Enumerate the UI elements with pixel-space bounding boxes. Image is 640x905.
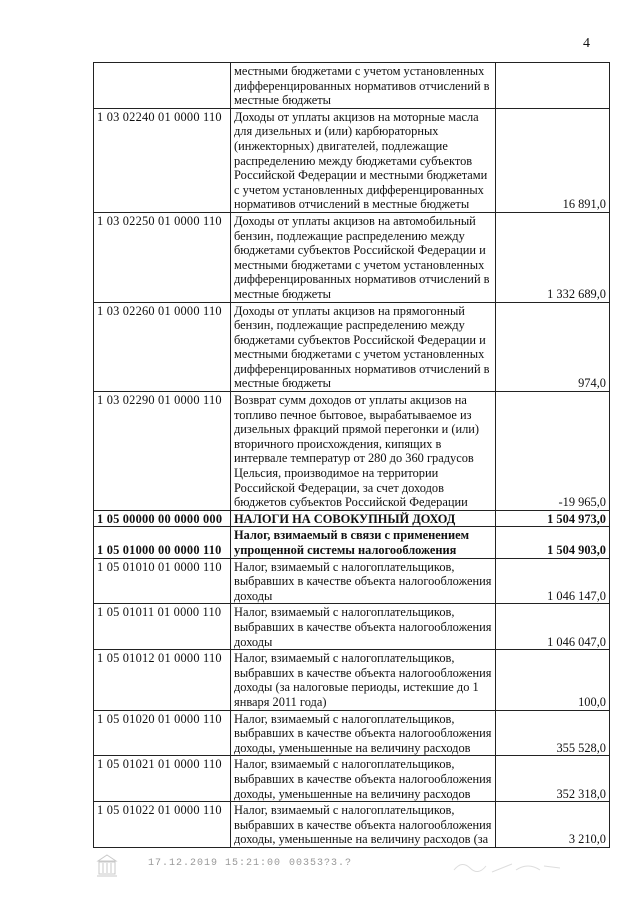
revenue-table [93,62,610,848]
row-code: 1 03 02290 01 0000 110 [94,392,231,511]
row-name: Налог, взимаемый с налогоплательщиков, выбравших в качестве объекта налогообложения доходы, уменьшенные на величину расходов [231,756,496,802]
row-amount: 3 210,0 [496,802,610,848]
row-code: 1 05 01020 01 0000 110 [94,710,231,756]
row-amount [496,63,610,109]
table-row [94,392,610,511]
row-amount: 1 332 689,0 [496,212,610,302]
row-amount: 1 046 147,0 [496,558,610,604]
table-row [94,756,610,802]
row-name: Налог, взимаемый с налогоплательщиков, выбравших в качестве объекта налогообложения доходы, уменьшенные на величину расходов (за [231,802,496,848]
row-amount: 355 528,0 [496,710,610,756]
row-code: 1 05 01011 01 0000 110 [94,604,231,650]
footer-document-id: 00353?3.? [289,858,353,869]
table-row [94,650,610,710]
row-code [94,63,231,109]
row-name: НАЛОГИ НА СОВОКУПНЫЙ ДОХОД [231,510,496,527]
row-code: 1 03 02250 01 0000 110 [94,212,231,302]
page-footer [0,854,640,884]
row-amount: 974,0 [496,302,610,392]
row-name: Налог, взимаемый с налогоплательщиков, выбравших в качестве объекта налогообложения доходы [231,604,496,650]
row-amount: 1 046 047,0 [496,604,610,650]
table-row [94,558,610,604]
table-row [94,802,610,848]
footer-timestamp: 17.12.2019 15:21:00 [148,858,282,869]
row-amount: 100,0 [496,650,610,710]
row-name: Налог, взимаемый с налогоплательщиков, выбравших в качестве объекта налогообложения доходы (за налоговые периоды, истекшие до 1 января 2011 года) [231,650,496,710]
row-code: 1 05 00000 00 0000 000 [94,510,231,527]
row-code: 1 03 02240 01 0000 110 [94,108,231,212]
row-name: Налог, взимаемый с налогоплательщиков, выбравших в качестве объекта налогообложения доходы [231,558,496,604]
row-name: Доходы от уплаты акцизов на автомобильный бензин, подлежащие распределению между бюджетами субъектов Российской Федерации и местными бюджетами с учетом установленных дифференцированных нормативов отчислений в местные бюджеты [231,212,496,302]
row-amount: 16 891,0 [496,108,610,212]
row-amount: 352 318,0 [496,756,610,802]
row-code: 1 05 01012 01 0000 110 [94,650,231,710]
page-number: 4 [583,36,590,51]
row-name: Доходы от уплаты акцизов на прямогонный бензин, подлежащие распределению между бюджетами субъектов Российской Федерации и местными бюджетами с учетом установленных дифференцированных нормативов отчислений в местные бюджеты [231,302,496,392]
faint-scan-mark-icon [452,856,562,878]
revenue-table-body [94,63,610,848]
row-code: 1 05 01022 01 0000 110 [94,802,231,848]
row-amount: -19 965,0 [496,392,610,511]
table-row [94,302,610,392]
row-name: местными бюджетами с учетом установленных дифференцированных нормативов отчислений в местные бюджеты [231,63,496,109]
row-amount: 1 504 903,0 [496,527,610,558]
table-row [94,63,610,109]
table-row [94,710,610,756]
building-stamp-icon [96,854,118,878]
row-code: 1 05 01010 01 0000 110 [94,558,231,604]
table-row [94,527,610,558]
row-name: Возврат сумм доходов от уплаты акцизов на топливо печное бытовое, вырабатываемое из дизельных фракций прямой перегонки и (или) вторичного происхождения, кипящих в интервале температур от 280 до 360 градусов Цельсия, производимое на территории Российской Федерации, за счет доходов бюджетов субъектов Российской Федерации [231,392,496,511]
row-code: 1 05 01021 01 0000 110 [94,756,231,802]
row-name: Налог, взимаемый в связи с применением упрощенной системы налогообложения [231,527,496,558]
row-code: 1 05 01000 00 0000 110 [94,527,231,558]
table-row [94,604,610,650]
row-code: 1 03 02260 01 0000 110 [94,302,231,392]
row-name: Доходы от уплаты акцизов на моторные масла для дизельных и (или) карбюраторных (инжекторных) двигателей, подлежащие распределению между бюджетами субъектов Российской Федерации и местными бюджетами с учетом установленных дифференцированных нормативов отчислений в местные бюджеты [231,108,496,212]
table-row [94,510,610,527]
table-row [94,212,610,302]
row-amount: 1 504 973,0 [496,510,610,527]
row-name: Налог, взимаемый с налогоплательщиков, выбравших в качестве объекта налогообложения доходы, уменьшенные на величину расходов [231,710,496,756]
table-row [94,108,610,212]
